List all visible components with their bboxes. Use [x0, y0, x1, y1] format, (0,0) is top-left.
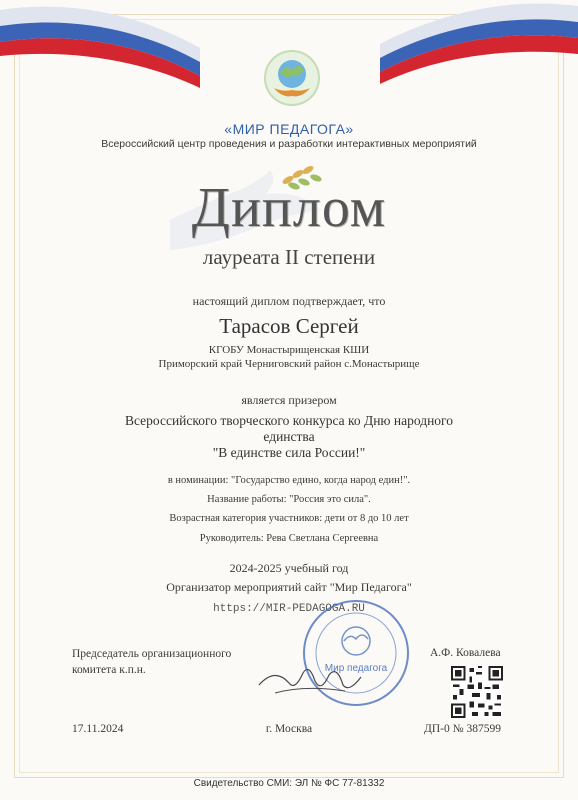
organization-subtitle: Всероссийский центр проведения и разработки интерактивных мероприятий — [101, 138, 477, 150]
chair-title-line1: Председатель организационного — [72, 648, 232, 660]
chair-title-line2: комитета к.п.н. — [72, 664, 146, 676]
contest-title-line2: единства — [263, 429, 315, 444]
issue-city: г. Москва — [265, 723, 313, 735]
contest-motto: "В единстве сила России!" — [212, 445, 366, 460]
document-number: ДП-0 № 387599 — [424, 723, 501, 735]
work-title: Название работы: "Россия это сила". — [207, 494, 371, 505]
organization-name: «МИР ПЕДАГОГА» — [224, 121, 354, 137]
supervisor: Руководитель: Рева Светлана Сергеевна — [199, 533, 379, 544]
signer-name: А.Ф. Ковалева — [430, 647, 501, 659]
mir-pedagoga-logo — [262, 48, 322, 108]
diploma-degree: лауреата II степени — [202, 245, 376, 269]
qr-code — [451, 666, 503, 718]
diploma-title: Диплом — [191, 177, 387, 239]
confirmation-text: настоящий диплом подтверждает, что — [192, 294, 386, 308]
organizer: Организатор мероприятий сайт "Мир Педагога" — [166, 580, 412, 594]
school-location: Приморский край Черниговский район с.Монастырище — [158, 358, 420, 370]
age-category: Возрастная категория участников: дети от 8 до 10 лет — [169, 513, 409, 524]
nomination: в номинации: "Государство едино, когда народ един!". — [167, 475, 411, 486]
school-name: КГОБУ Монастырищенская КШИ — [208, 344, 370, 356]
academic-year: 2024-2025 учебный год — [229, 561, 349, 575]
issue-date: 17.11.2024 — [72, 723, 124, 735]
stamp-label: Мир педагога — [324, 663, 388, 674]
website-url: https://MIR-PEDAGOGA.RU — [213, 603, 365, 615]
prize-text: является призером — [241, 393, 337, 407]
media-certificate: Свидетельство СМИ: ЭЛ № ФС 77-81332 — [193, 778, 385, 789]
recipient-name: Тарасов Сергей — [219, 314, 359, 338]
contest-title-line1: Всероссийского творческого конкурса ко Дню народного — [124, 413, 454, 428]
handwritten-signature — [255, 655, 365, 700]
